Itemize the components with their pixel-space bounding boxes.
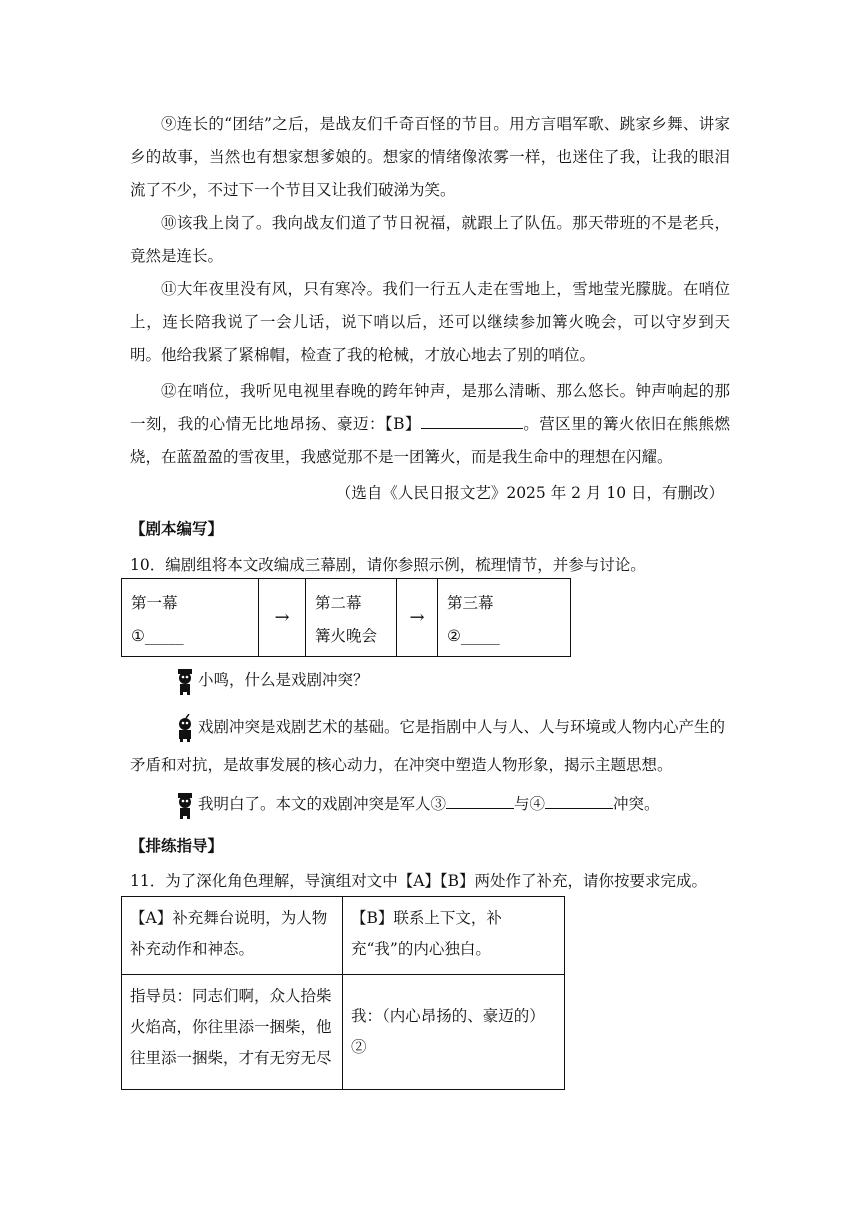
question-10: 10．编剧组将本文改编成三幕剧，请你参照示例，梳理情节，并参与讨论。 [130, 556, 646, 574]
dialogue-line-2 [130, 708, 730, 784]
act-3-answer-blank[interactable]: ②_____ [447, 627, 500, 645]
source-citation: （选自《人民日报文艺》2025 年 2 月 10 日，有删改） [335, 484, 724, 502]
dialogue-text-1: 小鸣，什么是戏剧冲突？ [198, 671, 369, 689]
paragraph-9: ⑨连长的“团结”之后，是战友们千奇百怪的节目。用方言唱军歌、跳家乡舞、讲家乡的故事，当然也有想家想爹娘的。想家的情绪像浓雾一样，也迷住了我，让我的眼泪流了不少，不过下一个节目又让我们破涕为笑。 [130, 115, 730, 199]
act-flow-table [121, 578, 571, 657]
table-header-b: 【B】联系上下文，补充“我”的内心独白。 [343, 897, 565, 975]
act-2-cell [306, 579, 397, 656]
teacher-avatar-icon [174, 714, 196, 742]
flow-arrow-1: → [259, 579, 306, 656]
paragraph-12-after: 。营区里的篝火依旧在熊熊燃烧，在蓝盈盈的雪夜里，我感觉那不是一团篝火，而是我生命中的理想在闪耀。 [130, 415, 730, 466]
paragraph-10: ⑩该我上岗了。我向战友们道了节日祝福，就跟上了队伍。那天带班的不是老兵，竟然是连长。 [130, 214, 730, 265]
act-3-title: 第三幕 [447, 594, 494, 612]
blank-b[interactable] [421, 414, 523, 429]
act-1-cell [122, 579, 259, 656]
dialogue-text-3b: 与④ [514, 795, 546, 813]
dialogue-text-3a: 我明白了。本文的戏剧冲突是军人③ [198, 795, 447, 813]
section-heading-rehearsal: 【排练指导】 [130, 836, 224, 855]
dialogue-text-3c: 冲突。 [613, 795, 660, 813]
question-11: 11．为了深化角色理解，导演组对文中【A】【B】两处作了补充，请你按要求完成。 [130, 872, 708, 890]
blank-3[interactable] [446, 794, 514, 809]
paragraph-12 [130, 375, 730, 474]
act-1-title: 第一幕 [131, 594, 178, 612]
dialogue-text-2: 戏剧冲突是戏剧艺术的基础。它是指剧中人与人、人与环境或人物内心产生的矛盾和对抗，是故事发展的核心动力，在冲突中塑造人物形象，揭示主题思想。 [130, 718, 726, 774]
table-row [122, 975, 565, 1090]
table-content-a: 指导员：同志们啊，众人拾柴火焰高，你往里添一捆柴，他往里添一捆柴，才有无穷无尽 [122, 975, 343, 1090]
act-1-answer-blank[interactable]: ①_____ [131, 627, 184, 645]
paragraph-11: ⑪大年夜里没有风，只有寒冷。我们一行五人走在雪地上，雪地莹光朦胧。在哨位上，连长陪我说了一会儿话，说下哨以后，还可以继续参加篝火晚会，可以守岁到天明。他给我紧了紧棉帽，检查了我的枪械，才放心地去了别的哨位。 [130, 280, 730, 364]
act-2-content: 篝火晚会 [315, 627, 378, 645]
table-content-b[interactable]: 我：（内心昂扬的、豪迈的）② [343, 975, 565, 1090]
dialogue-line-3 [174, 791, 660, 819]
student-avatar-icon [174, 667, 196, 695]
act-2-title: 第二幕 [315, 594, 362, 612]
paragraph-12-before: ⑫在哨位，我听见电视里春晚的跨年钟声，是那么清晰、那么悠长。钟声响起的那一刻，我的心情无比地昂扬、豪迈：【B】 [130, 382, 730, 433]
dialogue-line-1 [174, 667, 369, 695]
question-11-table [121, 896, 565, 1090]
table-header-a: 【A】补充舞台说明，为人物补充动作和神态。 [122, 897, 343, 975]
student-avatar-icon [174, 791, 196, 819]
act-3-cell [438, 579, 570, 656]
section-heading-script: 【剧本编写】 [130, 519, 224, 538]
table-row [122, 897, 565, 975]
blank-4[interactable] [545, 794, 613, 809]
flow-arrow-2: → [397, 579, 438, 656]
